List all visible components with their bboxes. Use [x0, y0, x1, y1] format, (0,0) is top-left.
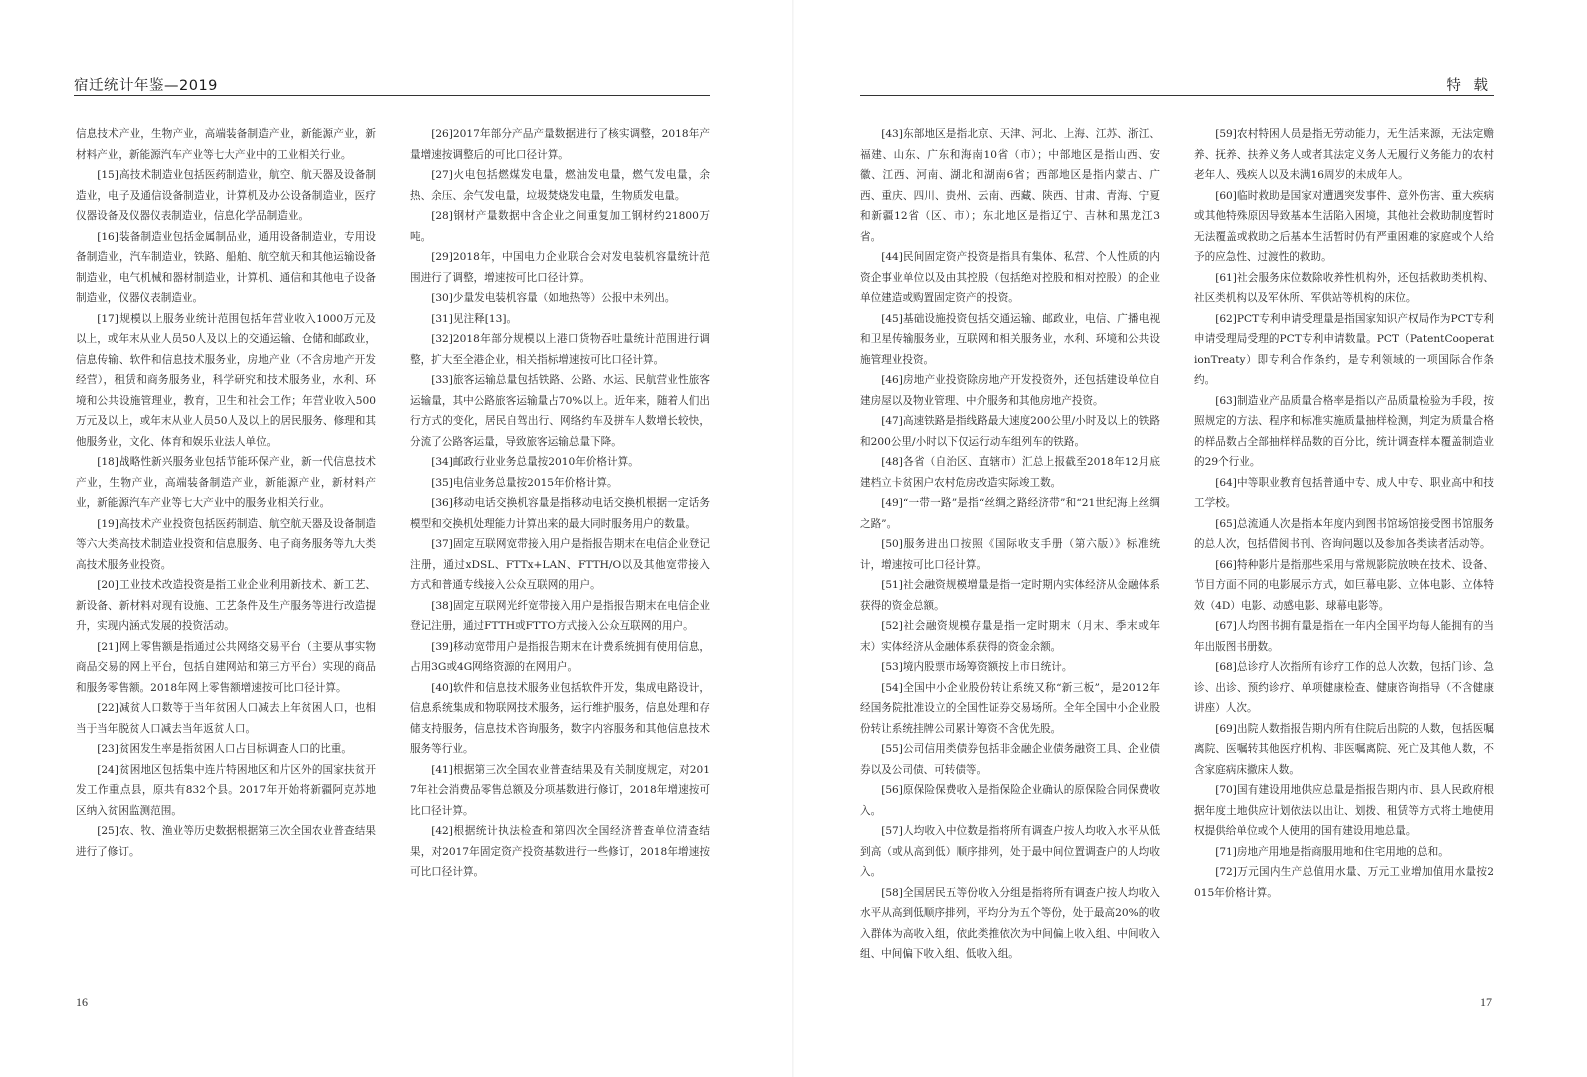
note-paragraph: [38]固定互联网光纤宽带接入用户是指报告期末在电信企业登记注册，通过FTTH或FTTO方式接入公众互联网的用户。: [410, 599, 710, 632]
note-paragraph: [45]基础设施投资包括交通运输、邮政业，电信、广播电视和卫星传输服务业，互联网和相关服务业，水利、环境和公共设施管理业投资。: [860, 312, 1160, 366]
note-paragraph: [26]2017年部分产品产量数据进行了核实调整，2018年产量增速按调整后的可比口径计算。: [410, 128, 710, 161]
note-paragraph: [23]贫困发生率是指贫困人口占目标调查人口的比重。: [97, 743, 352, 755]
left-page: [0, 0, 793, 1077]
note-paragraph: [39]移动宽带用户是指报告期末在计费系统拥有使用信息，占用3G或4G网络资源的在网用户。: [410, 640, 710, 673]
note-paragraph: [16]装备制造业包括金属制品业，通用设备制造业，专用设备制造业，汽车制造业，铁路、船舶、航空航天和其他运输设备制造业，电气机械和器材制造业，计算机、通信和其他电子设备制造业，仪器仪表制造业。: [76, 230, 376, 304]
note-paragraph: [70]国有建设用地供应总量是指报告期内市、县人民政府根据年度土地供应计划依法以出让、划拨、租赁等方式将土地使用权提供给单位或个人使用的国有建设用地总量。: [1194, 784, 1494, 837]
note-paragraph: [17]规模以上服务业统计范围包括年营业收入1000万元及以上，或年末从业人员50人及以上的交通运输、仓储和邮政业，信息传输、软件和信息技术服务业，房地产业（不含房地产开发经营），租赁和商务服务业，科学研究和技术服务业，水利、环境和公共设施管理业，教育，卫生和社会工作；年营业收入500万元及以上，或年末从业人员50人及以上的居民服务、修理和其他服务业，文化、体育和娱乐业法人单位。: [76, 312, 376, 448]
page-number-right: 17: [1480, 995, 1492, 1009]
note-paragraph: [25]农、牧、渔业等历史数据根据第三次全国农业普查结果进行了修订。: [76, 825, 376, 858]
note-paragraph: [57]人均收入中位数是指将所有调查户按人均收入水平从低到高（或从高到低）顺序排列，处于最中间位置调查户的人均收入。: [860, 825, 1160, 878]
note-paragraph: [29]2018年，中国电力企业联合会对发电装机容量统计范围进行了调整，增速按可比口径计算。: [410, 251, 710, 284]
note-paragraph: [65]总流通人次是指本年度内到图书馆场馆接受图书馆服务的总人次，包括借阅书刊、咨询问题以及参加各类读者活动等。: [1194, 517, 1494, 550]
note-paragraph: [56]原保险保费收入是指保险企业确认的原保险合同保费收入。: [860, 784, 1160, 817]
note-paragraph: [41]根据第三次全国农业普查结果及有关制度规定，对2017年社会消费品零售总额及分项基数进行修订，2018年增速按可比口径计算。: [410, 763, 710, 817]
note-paragraph: [19]高技术产业投资包括医药制造、航空航天器及设备制造等六大类高技术制造业投资和信息服务、电子商务服务等九大类高技术服务业投资。: [76, 517, 376, 571]
note-paragraph: [28]钢材产量数据中含企业之间重复加工钢材约21800万吨。: [410, 210, 710, 243]
note-paragraph: [58]全国居民五等份收入分组是指将所有调查户按人均收入水平从高到低顺序排列，平均分为五个等份，处于最高20%的收入群体为高收入组，依此类推依次为中间偏上收入组、中间收入组、中间偏下收入组、低收入组。: [860, 886, 1160, 960]
right-column-b: [1194, 124, 1494, 903]
note-paragraph: [60]临时救助是国家对遭遇突发事件、意外伤害、重大疾病或其他特殊原因导致基本生活陷入困境，其他社会救助制度暂时无法覆盖或救助之后基本生活暂时仍有严重困难的家庭或个人给予的应急性、过渡性的救助。: [1194, 189, 1494, 263]
note-paragraph: [30]少量发电装机容量（如地热等）公报中未列出。: [431, 292, 676, 304]
note-paragraph: [63]制造业产品质量合格率是指以产品质量检验为手段，按照规定的方法、程序和标准实施质量抽样检测，判定为质量合格的样品数占全部抽样样品数的百分比，统计调查样本覆盖制造业的29个行业。: [1194, 394, 1494, 468]
note-paragraph: [18]战略性新兴服务业包括节能环保产业，新一代信息技术产业，生物产业，高端装备制造产业，新能源产业，新材料产业，新能源汽车产业等七大产业中的服务业相关行业。: [76, 456, 376, 509]
note-paragraph: [64]中等职业教育包括普通中专、成人中专、职业高中和技工学校。: [1194, 476, 1494, 509]
note-paragraph: [48]各省（自治区、直辖市）汇总上报截至2018年12月底建档立卡贫困户农村危房改造实际竣工数。: [860, 456, 1160, 489]
note-paragraph: [52]社会融资规模存量是指一定时期末（月末、季末或年末）实体经济从金融体系获得的资金余额。: [860, 620, 1160, 653]
note-paragraph: [40]软件和信息技术服务业包括软件开发，集成电路设计，信息系统集成和物联网技术服务，运行维护服务，信息处理和存储支持服务，信息技术咨询服务，数字内容服务和其他信息技术服务等行业。: [410, 681, 710, 755]
left-column-b: [410, 124, 710, 883]
note-paragraph: [44]民间固定资产投资是指具有集体、私营、个人性质的内资企事业单位以及由其控股（包括绝对控股和相对控股）的企业单位建造或购置固定资产的投资。: [860, 251, 1160, 304]
note-paragraph: [71]房地产用地是指商服用地和住宅用地的总和。: [1215, 845, 1449, 858]
note-paragraph: [33]旅客运输总量包括铁路、公路、水运、民航营业性旅客运输量，其中公路旅客运输量占70%以上。近年来，随着人们出行方式的变化，居民自驾出行、网络约车及拼车人数增长较快，分流了公路客运量，导致旅客运输总量下降。: [410, 374, 710, 448]
running-head-right: 特 载: [1446, 78, 1492, 94]
note-paragraph: [53]境内股票市场筹资额按上市日统计。: [881, 661, 1073, 673]
note-paragraph: [49]“一带一路”是指“丝绸之路经济带”和“21世纪海上丝绸之路”。: [860, 497, 1160, 530]
note-paragraph: [21]网上零售额是指通过公共网络交易平台（主要从事实物商品交易的网上平台，包括自建网站和第三方平台）实现的商品和服务零售额。2018年网上零售额增速按可比口径计算。: [76, 640, 376, 694]
note-paragraph: [69]出院人数指报告期内所有住院后出院的人数，包括医嘱离院、医嘱转其他医疗机构、非医嘱离院、死亡及其他人数，不含家庭病床撤床人数。: [1194, 722, 1494, 776]
page-number-left: 16: [76, 995, 88, 1009]
note-paragraph: [67]人均图书拥有量是指在一年内全国平均每人能拥有的当年出版图书册数。: [1194, 620, 1494, 653]
note-paragraph: [32]2018年部分规模以上港口货物吞吐量统计范围进行调整，扩大至全港企业，相关指标增速按可比口径计算。: [410, 333, 710, 366]
note-paragraph: [50]服务进出口按照《国际收支手册（第六版）》标准统计，增速按可比口径计算。: [860, 538, 1160, 571]
note-paragraph: [15]高技术制造业包括医药制造业，航空、航天器及设备制造业，电子及通信设备制造业，计算机及办公设备制造业，医疗仪器设备及仪器仪表制造业，信息化学品制造业。: [76, 169, 376, 222]
note-paragraph: [68]总诊疗人次指所有诊疗工作的总人次数，包括门诊、急诊、出诊、预约诊疗、单项健康检查、健康咨询指导（不含健康讲座）人次。: [1194, 661, 1494, 714]
note-paragraph: [20]工业技术改造投资是指工业企业利用新技术、新工艺、新设备、新材料对现有设施、工艺条件及生产服务等进行改造提升，实现内涵式发展的投资活动。: [76, 579, 376, 632]
running-head-left: 宿迁统计年鉴—2019: [74, 78, 218, 94]
note-paragraph: [37]固定互联网宽带接入用户是指报告期末在电信企业登记注册，通过xDSL、FTTx+LAN、FTTH/O以及其他宽带接入方式和普通专线接入公众互联网的用户。: [410, 538, 710, 591]
note-paragraph: [34]邮政行业业务总量按2010年价格计算。: [431, 456, 639, 468]
note-paragraph: [54]全国中小企业股份转让系统又称“新三板”，是2012年经国务院批准设立的全国性证券交易场所。全年全国中小企业股份转让系统挂牌公司累计筹资不含优先股。: [860, 681, 1160, 735]
note-paragraph: [66]特种影片是指那些采用与常规影院放映在技术、设备、节目方面不同的电影展示方式，如巨幕电影、立体电影、立体特效（4D）电影、动感电影、球幕电影等。: [1194, 558, 1494, 612]
right-page: [794, 0, 1587, 1077]
note-paragraph: [72]万元国内生产总值用水量、万元工业增加值用水量按2015年价格计算。: [1194, 866, 1494, 899]
note-paragraph: 信息技术产业，生物产业，高端装备制造产业，新能源产业，新材料产业，新能源汽车产业等七大产业中的工业相关行业。: [76, 128, 376, 161]
note-paragraph: [22]减贫人口数等于当年贫困人口减去上年贫困人口，也相当于当年脱贫人口减去当年返贫人口。: [76, 702, 376, 735]
note-paragraph: [59]农村特困人员是指无劳动能力，无生活来源，无法定赡养、抚养、扶养义务人或者其法定义务人无履行义务能力的农村老年人、残疾人以及未满16周岁的未成年人。: [1194, 128, 1494, 181]
note-paragraph: [47]高速铁路是指线路最大速度200公里/小时及以上的铁路和200公里/小时以下仅运行动车组列车的铁路。: [860, 415, 1160, 448]
header-rule-right: [860, 95, 1494, 96]
note-paragraph: [42]根据统计执法检查和第四次全国经济普查单位清查结果，对2017年固定资产投资基数进行一些修订，2018年增速按可比口径计算。: [410, 825, 710, 878]
note-paragraph: [61]社会服务床位数除收养性机构外，还包括救助类机构、社区类机构以及军休所、军供站等机构的床位。: [1194, 271, 1494, 304]
note-paragraph: [55]公司信用类债券包括非金融企业债务融资工具、企业债券以及公司债、可转债等。: [860, 743, 1160, 776]
note-paragraph: [62]PCT专利申请受理量是指国家知识产权局作为PCT专利申请受理局受理的PCT专利申请数量。PCT（PatentCooperationTreaty）即专利合作条约，是专利领域的一项国际合作条约。: [1194, 312, 1494, 386]
note-paragraph: [46]房地产业投资除房地产开发投资外，还包括建设单位自建房屋以及物业管理、中介服务和其他房地产投资。: [860, 374, 1160, 407]
note-paragraph: [24]贫困地区包括集中连片特困地区和片区外的国家扶贫开发工作重点县，原共有832个县。2017年开始将新疆阿克苏地区纳入贫困监测范围。: [76, 763, 376, 817]
note-paragraph: [27]火电包括燃煤发电量，燃油发电量，燃气发电量，余热、余压、余气发电量，垃圾焚烧发电量，生物质发电量。: [410, 169, 710, 202]
header-rule-left: [74, 95, 710, 96]
right-column-a: [860, 124, 1160, 965]
note-paragraph: [51]社会融资规模增量是指一定时期内实体经济从金融体系获得的资金总额。: [860, 579, 1160, 612]
note-paragraph: [36]移动电话交换机容量是指移动电话交换机根据一定话务模型和交换机处理能力计算出来的最大同时服务用户的数量。: [410, 497, 710, 530]
note-paragraph: [43]东部地区是指北京、天津、河北、上海、江苏、浙江、福建、山东、广东和海南10省（市）；中部地区是指山西、安徽、江西、河南、湖北和湖南6省；西部地区是指内蒙古、广西、重庆、四川、贵州、云南、西藏、陕西、甘肃、青海、宁夏和新疆12省（区、市）；东北地区是指辽宁、吉林和黑龙江3省。: [860, 128, 1160, 243]
left-column-a: [76, 124, 376, 862]
note-paragraph: [35]电信业务总量按2015年价格计算。: [431, 476, 618, 489]
note-paragraph: [31]见注释[13]。: [431, 312, 518, 325]
